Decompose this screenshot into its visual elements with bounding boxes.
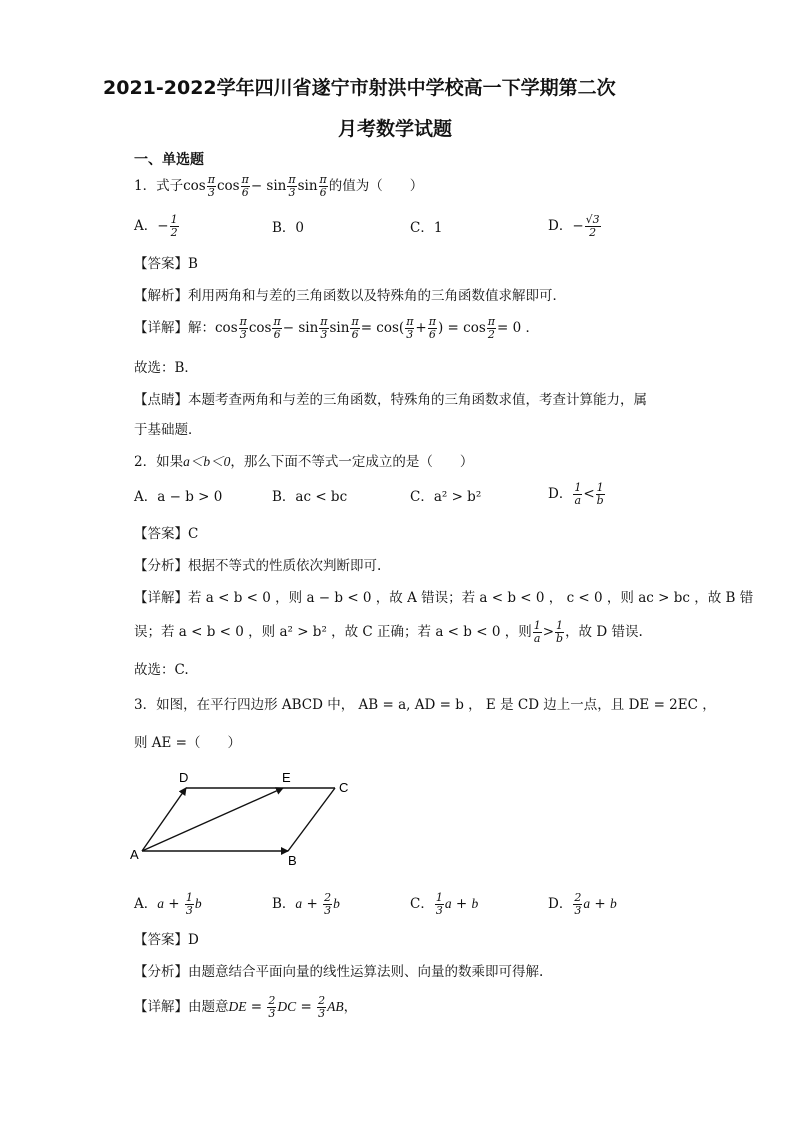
q3-detail: 【详解】由题意DE = $\frac{2}{3}$ DC = $\frac{2}{3}$ AB， — [134, 994, 358, 1020]
point-d-label: D — [179, 770, 189, 785]
q3-choice-d: D． $\frac{2}{3}$ a + b — [548, 891, 617, 917]
q1-prefix: 1．式子 — [134, 178, 184, 194]
q3-choice-a: A．a + $\frac{1}{3}$ b — [134, 891, 202, 917]
q1-detail: 【详解】解：cos $\frac{\pi}{3}$ cos $\frac{\pi}{6}$ − sin $\frac{\pi}{3}$ sin $\frac{\pi}{6}$ = cos( $\frac{\pi}{3}$ + $\frac{\pi}{6}$ ) = cos $\frac{\pi}{2}$ = 0 ． — [134, 315, 539, 341]
q2-choice-b: B．ac < bc — [272, 489, 348, 505]
q3-stem-line2: 则 AE =（ ） — [134, 735, 241, 751]
point-b-label: B — [288, 853, 297, 867]
q3-stem-line1: 3．如图，在平行四边形 ABCD 中， AB = a, AD = b ， E 是 CD 边上一点，且 DE = 2EC ， — [134, 697, 716, 713]
q1-choice-a: A．− $\frac{1}{2}$ — [134, 213, 178, 239]
q1-comment-line1: 【点睛】本题考查两角和与差的三角函数，特殊角的三角函数求值，考查计算能力，属 — [134, 392, 647, 408]
point-c-label: C — [339, 780, 349, 795]
q1-choice-b: B．0 — [272, 220, 305, 236]
point-e-label: E — [282, 770, 291, 785]
q2-stem: 2．如果a＜b＜0，那么下面不等式一定成立的是（ ） — [134, 454, 474, 470]
page-title-line1: 2021-2022学年四川省遂宁市射洪中学校高一下学期第二次 — [103, 77, 616, 99]
q1-suffix: 的值为（ ） — [328, 178, 424, 194]
segment-cb — [288, 788, 335, 851]
q2-choice-c: C．a² > b² — [410, 489, 482, 505]
q2-conclusion: 故选：C. — [134, 662, 189, 678]
q2-detail-line1: 【详解】若 a < b < 0 ，则 a − b < 0 ，故 A 错误；若 a < b < 0 ， c < 0 ，则 ac > bc ，故 B 错 — [134, 590, 754, 606]
section-heading: 一、单选题 — [134, 152, 204, 168]
q1-answer: 【答案】B — [134, 256, 198, 272]
q3-answer: 【答案】D — [134, 932, 199, 948]
q1-comment-line2: 于基础题． — [134, 422, 202, 438]
point-a-label: A — [130, 847, 139, 862]
q1-conclusion: 故选：B． — [134, 360, 198, 376]
q1-stem — [134, 174, 423, 199]
q3-choice-b: B．a + $\frac{2}{3}$ b — [272, 891, 340, 917]
q1-choice-d: D．− $\frac{√3}{2}$ — [548, 213, 600, 239]
q3-analysis: 【分析】由题意结合平面向量的线性运算法则、向量的数乘即可得解. — [134, 964, 544, 980]
q1-expression: cos $\frac{\pi}{3}$ cos $\frac{\pi}{6}$ − sin $\frac{\pi}{3}$ sin $\frac{\pi}{6}$ — [183, 173, 327, 199]
q2-answer: 【答案】C — [134, 526, 199, 542]
q2-choice-a: A．a − b > 0 — [134, 489, 223, 505]
q2-analysis: 【分析】根据不等式的性质依次判断即可. — [134, 558, 382, 574]
parallelogram-figure — [128, 765, 368, 867]
page-title-line2: 月考数学试题 — [338, 118, 453, 140]
q2-detail-line2: 误；若 a < b < 0 ，则 a² > b² ，故 C 正确；若 a < b < 0 ，则 $\frac{1}{a}$ > $\frac{1}{b}$ ，故 D 错误. — [134, 619, 643, 645]
q1-analysis: 【解析】利用两角和与差的三角函数以及特殊角的三角函数值求解即可． — [134, 288, 566, 304]
q1-choice-c: C．1 — [410, 220, 443, 236]
q3-choice-c: C． $\frac{1}{3}$ a + b — [410, 891, 479, 917]
q2-choice-d: D． $\frac{1}{a}$ < $\frac{1}{b}$ — [548, 481, 604, 507]
